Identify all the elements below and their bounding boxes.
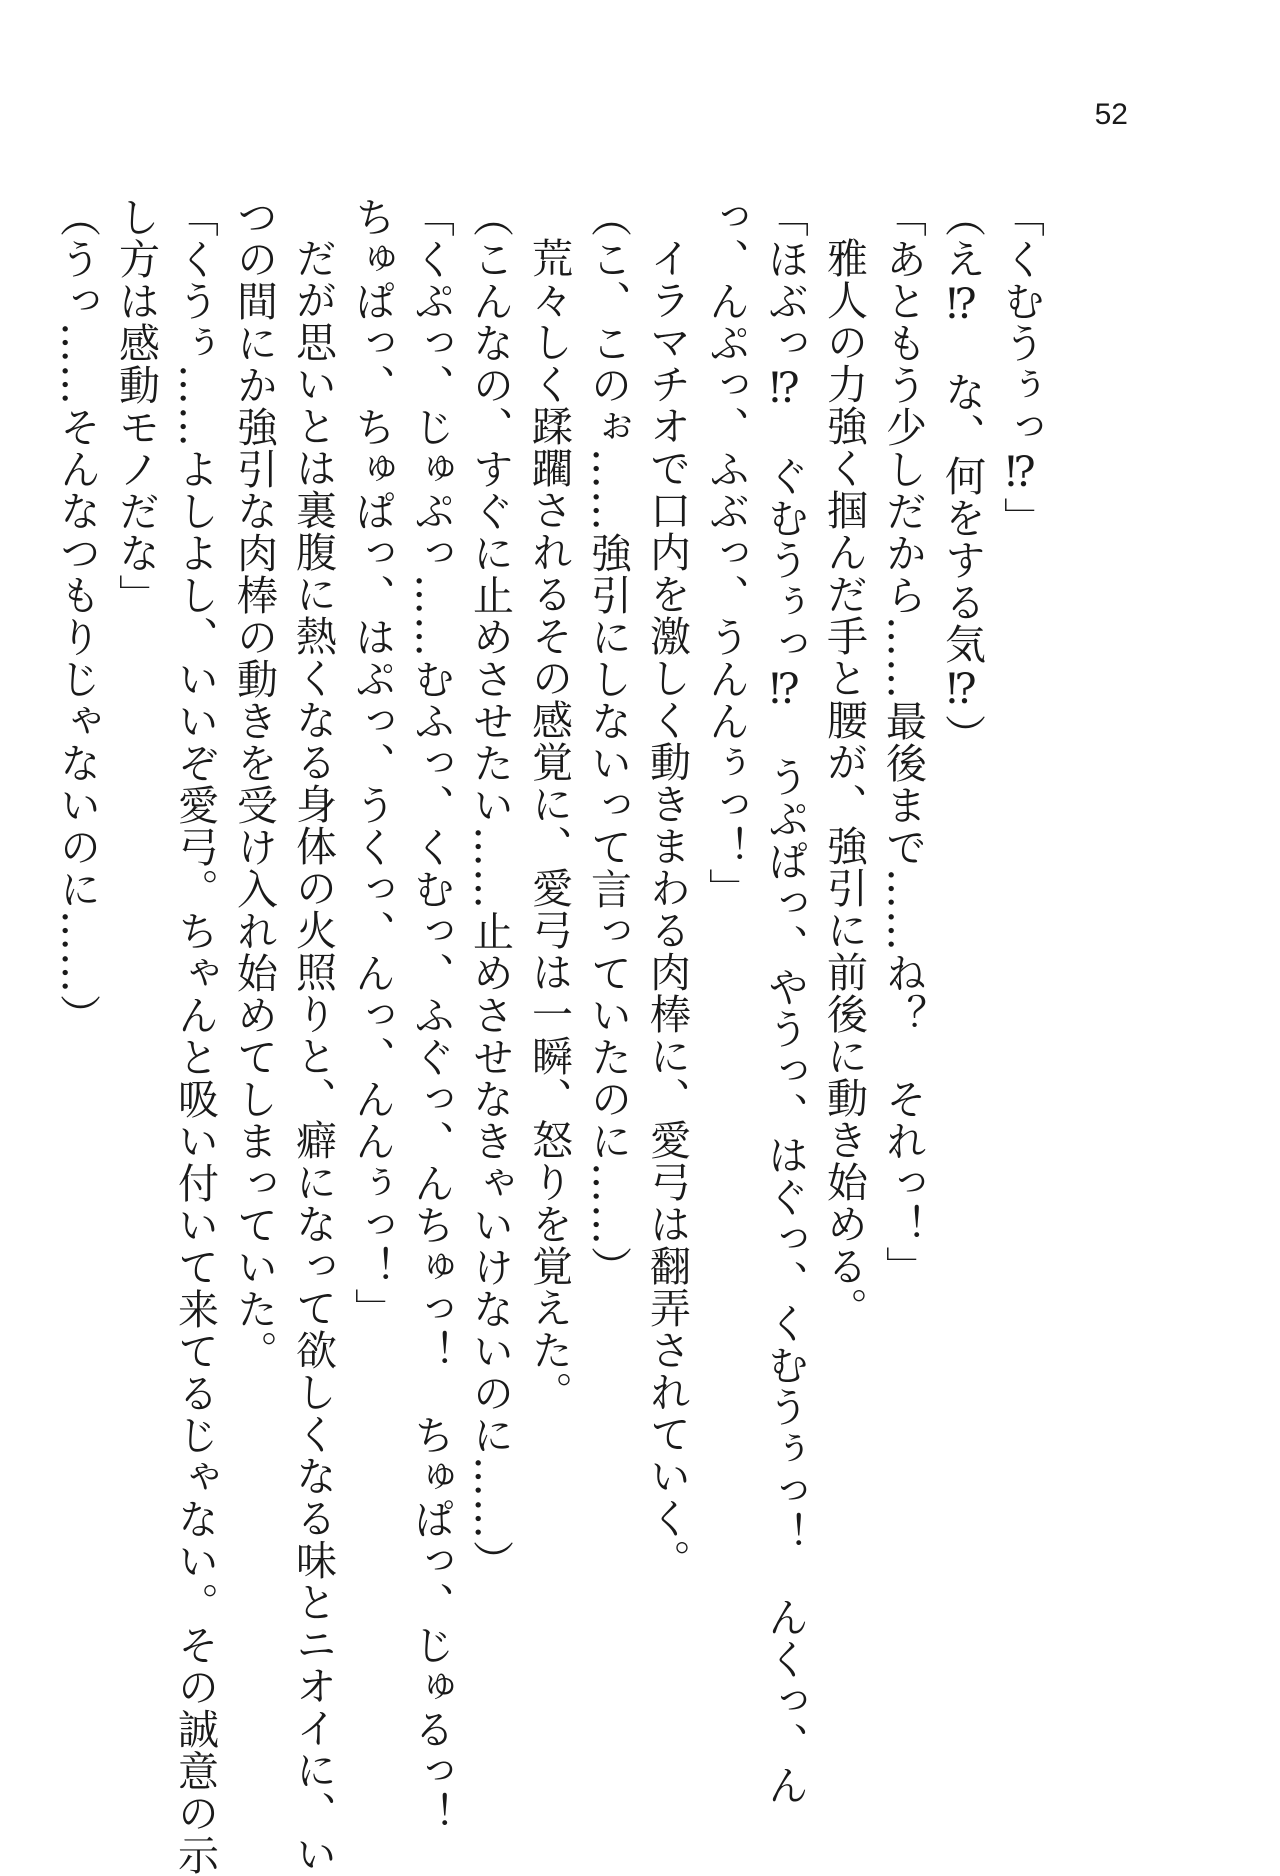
- text-line: 荒々しく蹂躙されるその感覚に、愛弓は一瞬、怒りを覚えた。: [525, 237, 573, 1413]
- text-line: 「くぷっ、じゅぷっ……むふっ、くむっ、ふぐっ、んちゅっ！ ちゅぱっ、じゅるっ！: [407, 196, 455, 1834]
- vertical-text-body: [47, 196, 1050, 1876]
- text-line: （え⁉ な、何をする気⁉）: [938, 196, 986, 756]
- text-line: （こんなの、すぐに止めさせたい……止めさせなきゃいけないのに……）: [466, 196, 514, 1582]
- text-line: っ、んぷっ、ふぶっ、うんんぅっ！」: [702, 196, 750, 910]
- text-line: 「くむうぅっ⁉」: [997, 196, 1045, 539]
- text-line: イラマチオで口内を激しく動きまわる肉棒に、愛弓は翻弄されていく。: [643, 237, 691, 1581]
- text-line: （うっ……そんなつもりじゃないのに……）: [53, 196, 101, 1036]
- text-line: 雅人の力強く掴んだ手と腰が、強引に前後に動き始める。: [820, 237, 868, 1329]
- text-line: だが思いとは裏腹に熱くなる身体の火照りと、癖になって欲しくなる味とニオイに、い: [289, 237, 337, 1875]
- text-line: 「くうぅ……よしよし、いいぞ愛弓。ちゃんと吸い付いて来てるじゃない。その誠意の示: [171, 196, 219, 1876]
- text-line: （こ、このぉ……強引にしないって言っていたのに……）: [584, 196, 632, 1288]
- text-line: ちゅぱっ、ちゅぱっ、はぷっ、うくっ、んっ、んんぅっ！」: [348, 196, 396, 1330]
- page-number: 52: [1094, 98, 1128, 131]
- text-line: し方は感動モノだな」: [112, 196, 160, 616]
- text-line: 「ほぶっ⁉ ぐむうぅっ⁉ うぷぱっ、やうっ、はぐっ、くむうぅっ！ んくっ、ん: [761, 196, 809, 1806]
- text-line: つの間にか強引な肉棒の動きを受け入れ始めてしまっていた。: [230, 196, 278, 1372]
- text-line: 「あともう少しだから……最後まで……ね？ それっ！」: [879, 196, 927, 1288]
